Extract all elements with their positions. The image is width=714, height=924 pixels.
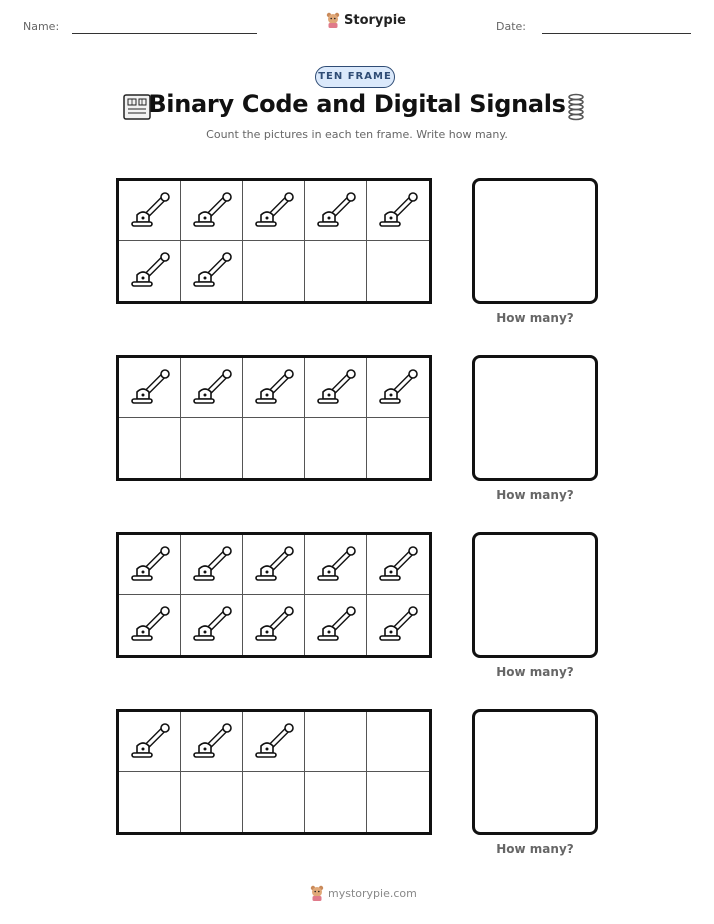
- how-many-label: How many?: [496, 665, 574, 679]
- ten-frame-cell: [181, 358, 243, 418]
- ten-frame-cell: [119, 535, 181, 595]
- ten-frame-cell: [181, 181, 243, 241]
- ten-frame-cell: [119, 772, 181, 832]
- ten-frame-cell: [367, 181, 429, 241]
- ten-frame-cell: [367, 535, 429, 595]
- ten-frame-cell: [181, 241, 243, 301]
- ten-frame-cell: [119, 418, 181, 478]
- ten-frame-cell: [367, 418, 429, 478]
- ten-frame-cell: [243, 181, 305, 241]
- ten-frame-cell: [367, 772, 429, 832]
- ten-frame-cell: [305, 595, 367, 655]
- ten-frame-cell: [119, 241, 181, 301]
- ten-frame: [116, 532, 432, 658]
- ten-frame-cell: [243, 712, 305, 772]
- date-line[interactable]: [542, 33, 691, 34]
- ten-frame-cell: [181, 712, 243, 772]
- answer-box[interactable]: [472, 709, 598, 835]
- ten-frame-cell: [119, 181, 181, 241]
- footer-url: mystorypie.com: [328, 886, 417, 900]
- worksheet-type-badge: TEN FRAME: [315, 66, 395, 88]
- ten-frame-cell: [243, 241, 305, 301]
- ten-frame-cell: [367, 241, 429, 301]
- worksheet-title: Binary Code and Digital Signals: [148, 90, 566, 118]
- date-label: Date:: [496, 20, 526, 33]
- ten-frame-cell: [181, 772, 243, 832]
- ten-frame-cell: [305, 535, 367, 595]
- ten-frame-cell: [181, 535, 243, 595]
- how-many-label: How many?: [496, 311, 574, 325]
- brand-logo: [326, 12, 406, 28]
- mascot-icon: [326, 12, 340, 28]
- ten-frame-cell: [367, 358, 429, 418]
- instructions: Count the pictures in each ten frame. Write how many.: [206, 128, 508, 141]
- ten-frame: [116, 709, 432, 835]
- how-many-label: How many?: [496, 842, 574, 856]
- ten-frame-cell: [305, 241, 367, 301]
- ten-frame: [116, 178, 432, 304]
- ten-frame-cell: [181, 418, 243, 478]
- ten-frame-cell: [243, 595, 305, 655]
- ten-frame-cell: [305, 181, 367, 241]
- ten-frame-cell: [305, 418, 367, 478]
- answer-box[interactable]: [472, 355, 598, 481]
- name-label: Name:: [23, 20, 60, 33]
- answer-box[interactable]: [472, 178, 598, 304]
- ten-frame-cell: [305, 712, 367, 772]
- ten-frame-cell: [119, 595, 181, 655]
- brand-name: Storypie: [344, 12, 406, 28]
- answer-box[interactable]: [472, 532, 598, 658]
- ten-frame-cell: [181, 595, 243, 655]
- ten-frame-cell: [305, 358, 367, 418]
- ten-frame-cell: [367, 595, 429, 655]
- mascot-icon: [310, 885, 324, 901]
- ten-frame-cell: [367, 712, 429, 772]
- ten-frame-cell: [119, 712, 181, 772]
- ten-frame: [116, 355, 432, 481]
- name-line[interactable]: [72, 33, 257, 34]
- ten-frame-cell: [243, 358, 305, 418]
- ten-frame-cell: [243, 772, 305, 832]
- ten-frame-cell: [243, 535, 305, 595]
- ten-frame-cell: [243, 418, 305, 478]
- spring-coil-icon: [566, 93, 586, 121]
- how-many-label: How many?: [496, 488, 574, 502]
- ten-frame-cell: [305, 772, 367, 832]
- footer: [310, 885, 417, 901]
- ten-frame-cell: [119, 358, 181, 418]
